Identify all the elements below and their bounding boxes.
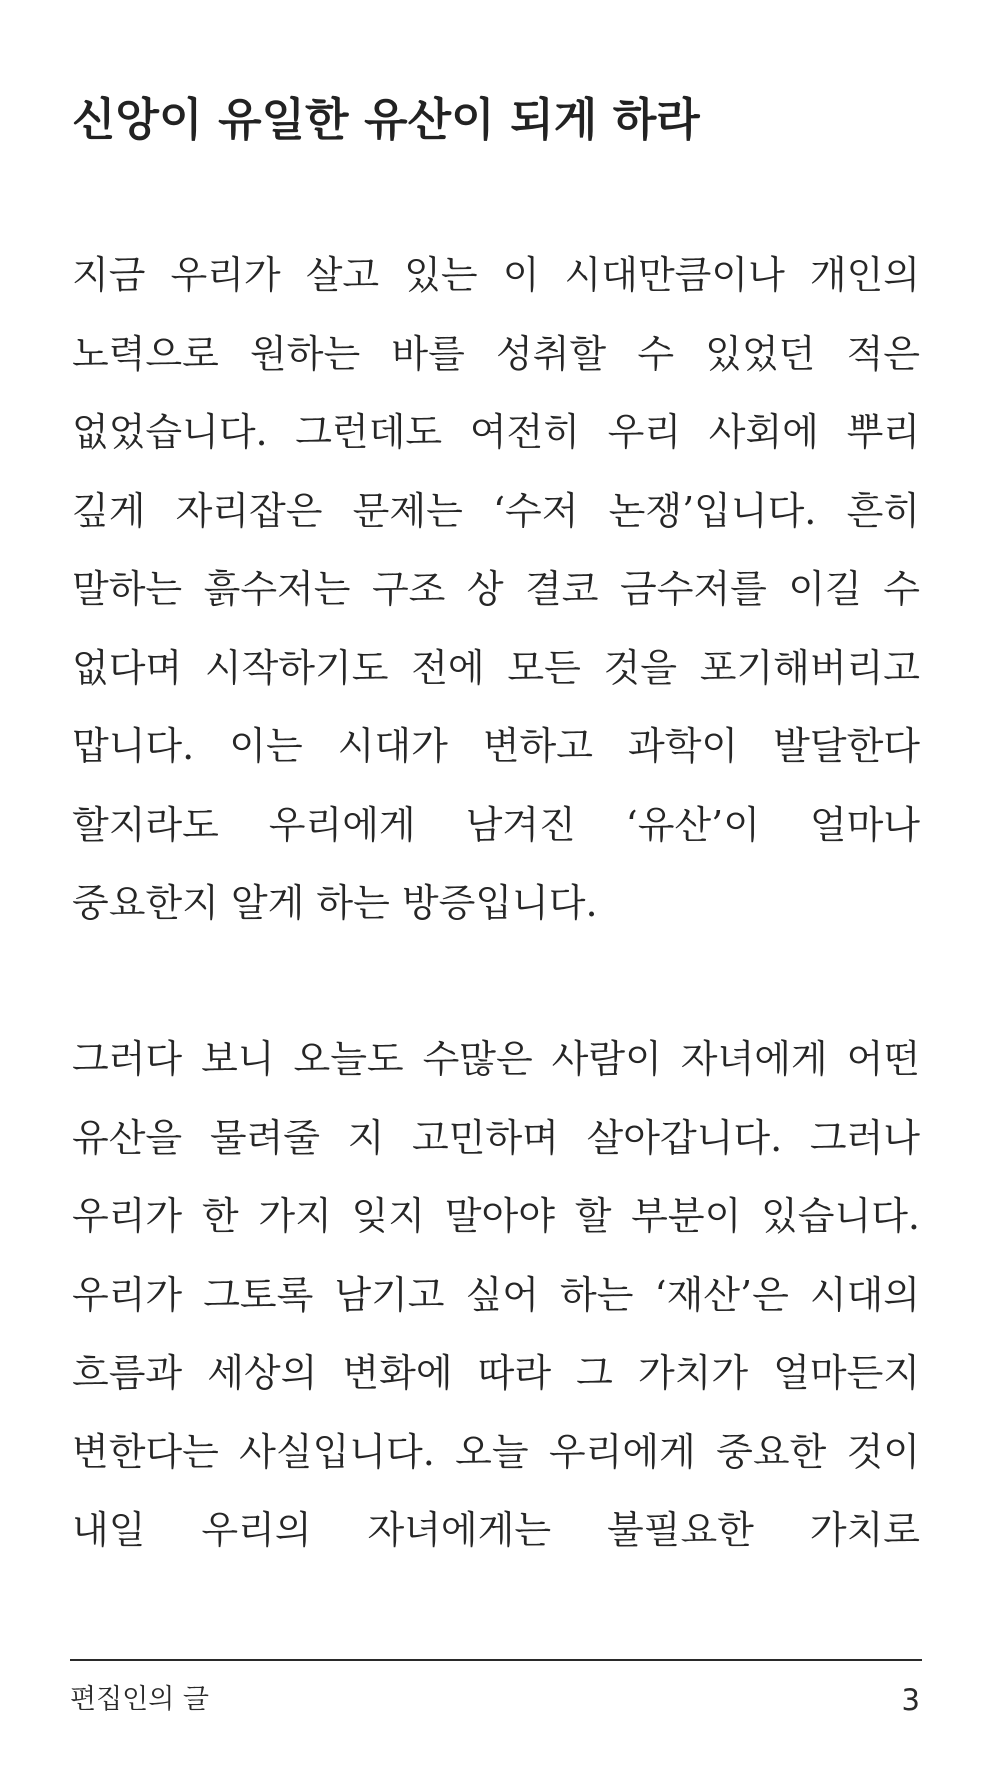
page-number: 3 <box>901 1683 920 1717</box>
body-paragraph-2: 그러다 보니 오늘도 수많은 사람이 자녀에게 어떤 유산을 물려줄 지 고민하며 살아갑니다. 그러나 우리가 한 가지 잊지 말아야 할 부분이 있습니다. 우리가 그토록 남기고 싶어 하는 ‘재산’은 시대의 흐름과 세상의 변화에 따라 그 가치가 얼마든지 변한다는 사실입니다. 오늘 우리에게 중요한 것이 내일 우리의 자녀에게는 불필요한 가치로 <box>72 1037 920 1552</box>
footer-section-label: 편집인의 글 <box>70 1684 209 1715</box>
page-title: 신앙이 유일한 유산이 되게 하라 <box>72 93 700 146</box>
footer-divider <box>70 1659 922 1661</box>
body-paragraph-1: 지금 우리가 살고 있는 이 시대만큼이나 개인의 노력으로 원하는 바를 성취할 수 있었던 적은 없었습니다. 그런데도 여전히 우리 사회에 뿌리 깊게 자리잡은 문제는 ‘수저 논쟁’입니다. 흔히 말하는 흙수저는 구조 상 결코 금수저를 이길 수 없다며 시작하기도 전에 모든 것을 포기해버리고 맙니다. 이는 시대가 변하고 과학이 발달한다 할지라도 우리에게 남겨진 ‘유산’이 얼마나 중요한지 알게 하는 방증입니다. <box>72 253 920 925</box>
page-bottom-margin <box>0 1580 990 1660</box>
